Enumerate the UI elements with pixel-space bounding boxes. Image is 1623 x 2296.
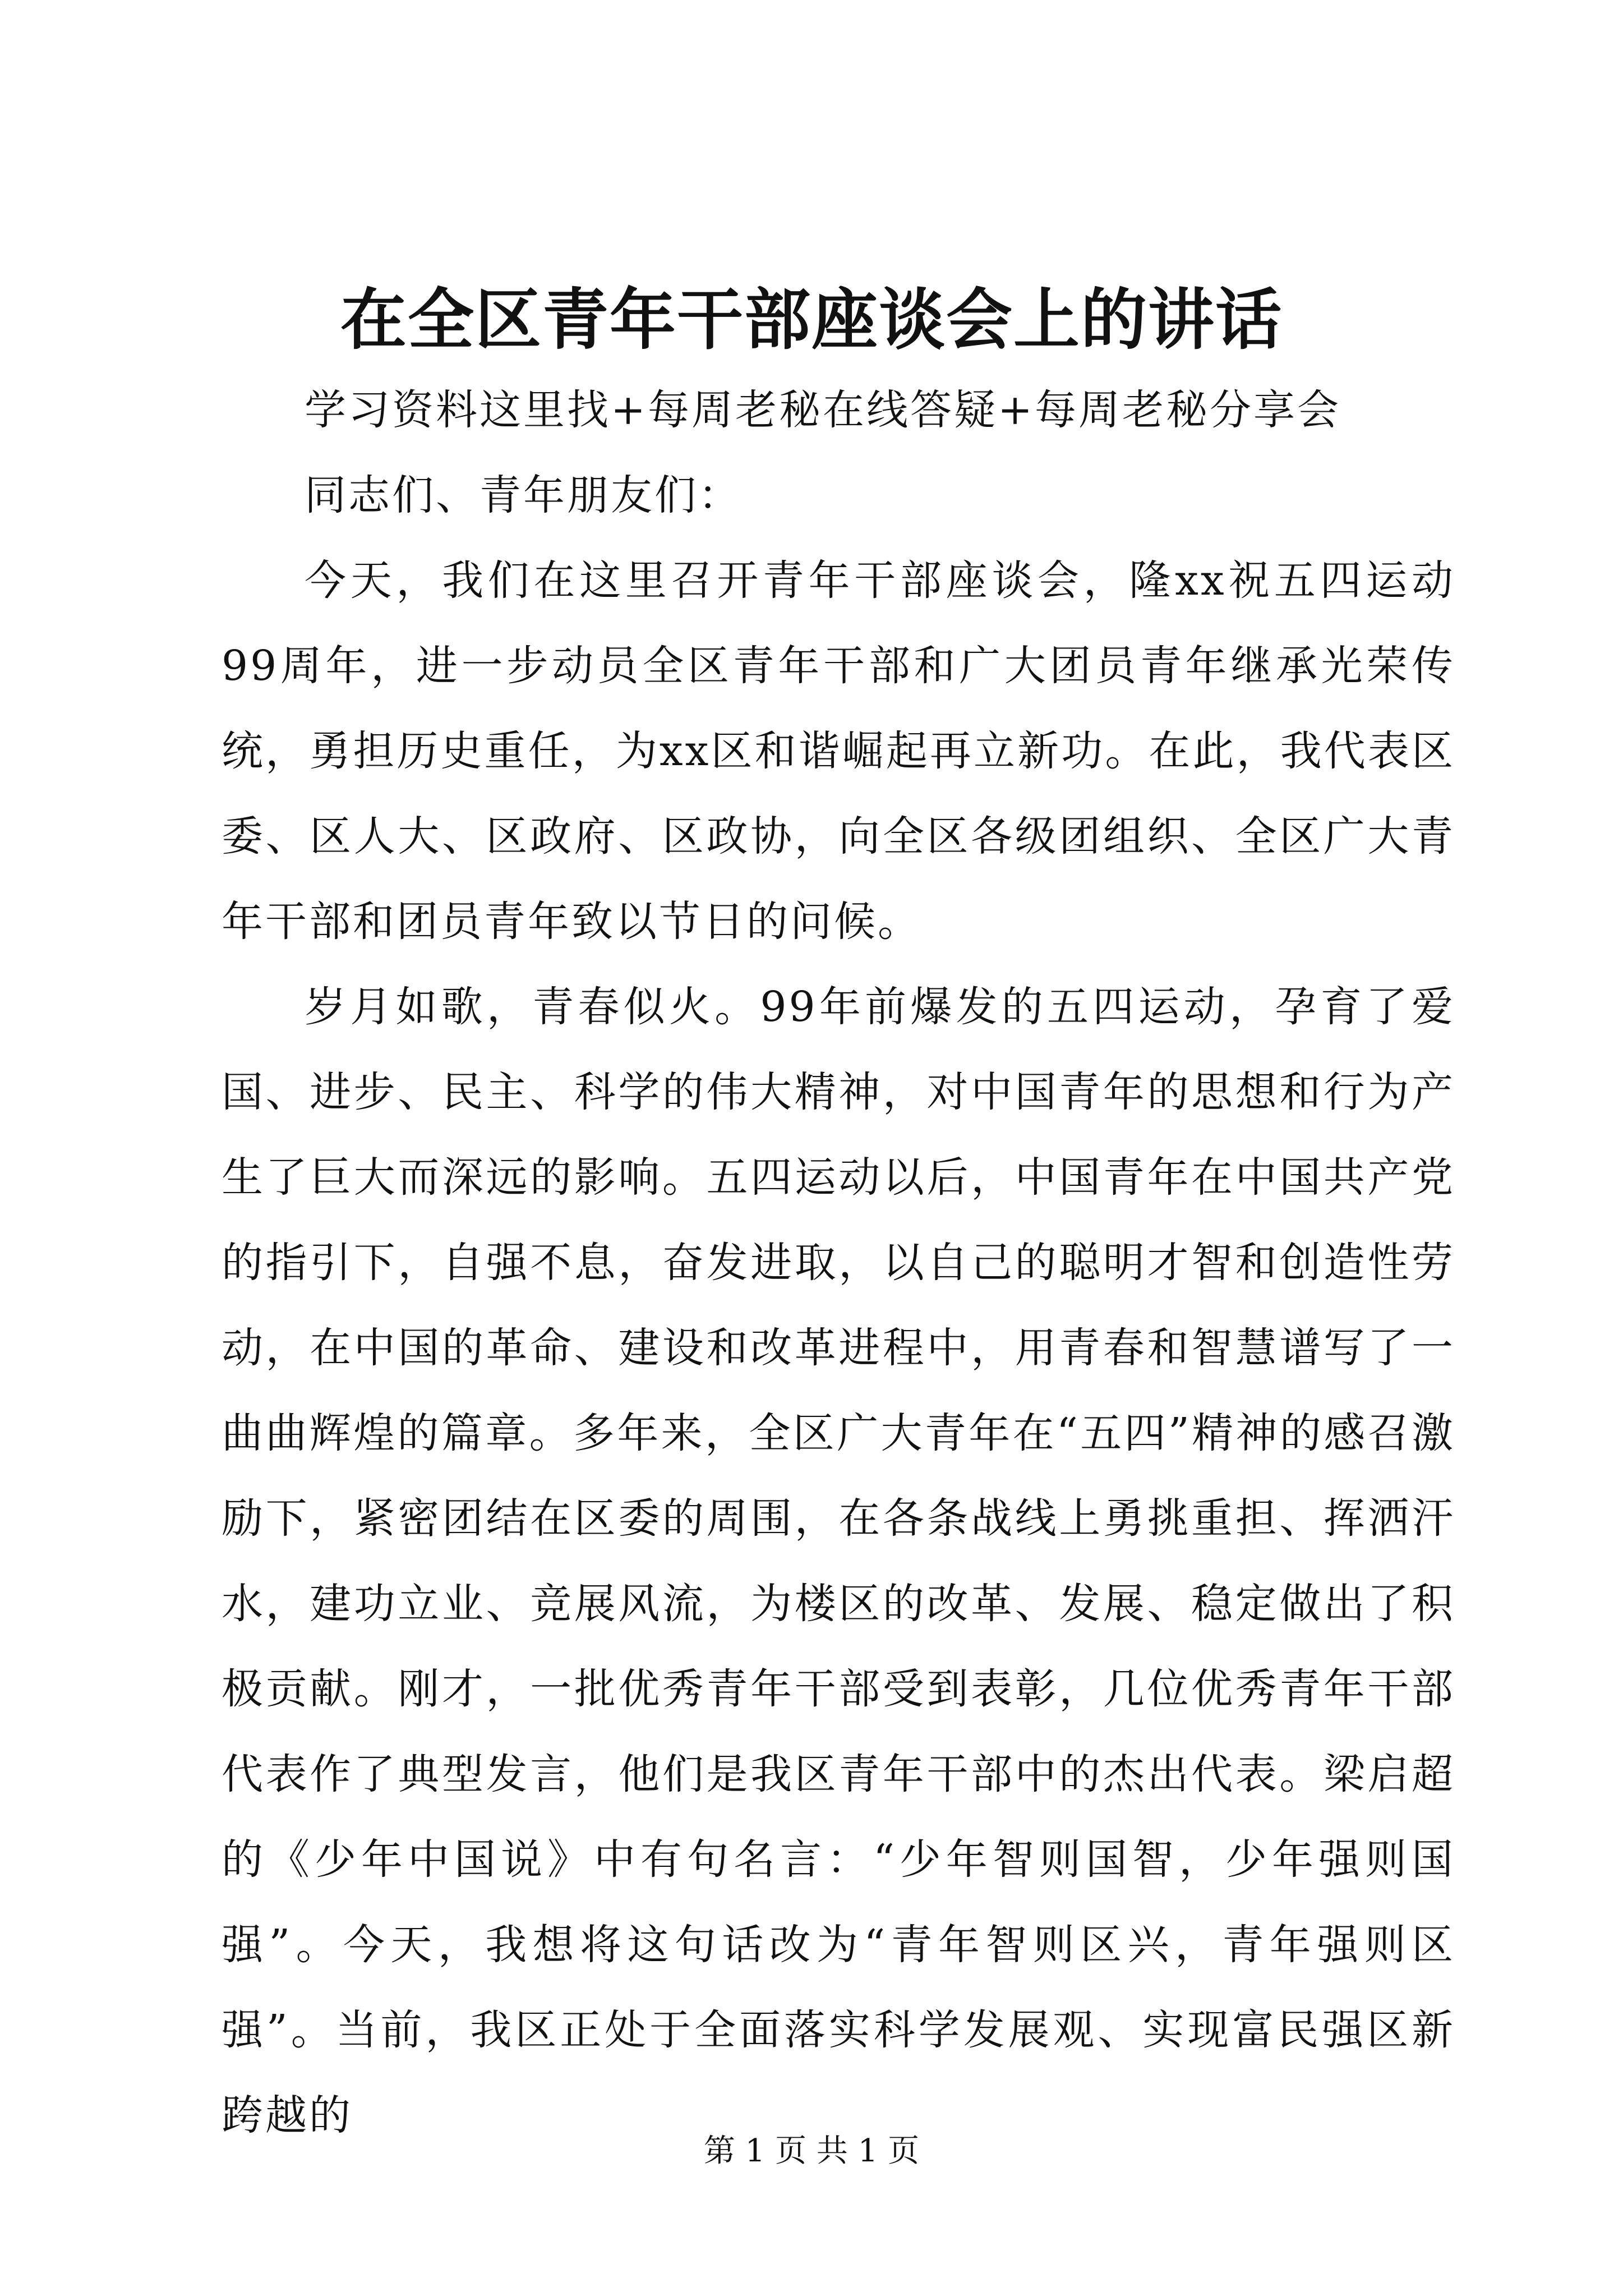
paragraph-salutation: 同志们、青年朋友们： <box>305 471 742 519</box>
document-title: 在全区青年干部座谈会上的讲话 <box>340 280 1283 358</box>
document-body <box>222 367 1455 2158</box>
page-footer: 第 1 页 共 1 页 <box>703 2133 920 2169</box>
paragraph-resources: 学习资料这里找+每周老秘在线答疑+每周老秘分享会 <box>305 386 1341 434</box>
paragraph-history: 岁月如歌，青春似火。99年前爆发的五四运动，孕育了爱国、进步、民主、科学的伟大精神，对中国青年的思想和行为产生了巨大而深远的影响。五四运动以后，中国青年在中国共产党的指引下，自强不息，奋发进取，以自己的聪明才智和创造性劳动，在中国的革命、建设和改革进程中，用青春和智慧谱写了一曲曲辉煌的篇章。多年来，全区广大青年在“五四”精神的感召激励下，紧密团结在区委的周围，在各条战线上勇挑重担、挥洒汗水，建功立业、竞展风流，为楼区的改革、发展、稳定做出了积极贡献。刚才，一批优秀青年干部受到表彰，几位优秀青年干部代表作了典型发言，他们是我区青年干部中的杰出代表。梁启超的《少年中国说》中有句名言：“少年智则国智，少年强则国强”。今天，我想将这句话改为“青年智则区兴，青年强则区强”。当前，我区正处于全面落实科学发展观、实现富民强区新跨越的 <box>222 983 1455 2139</box>
paragraph-opening: 今天，我们在这里召开青年干部座谈会，隆xx祝五四运动99周年，进一步动员全区青年干部和广大团员青年继承光荣传统，勇担历史重任，为xx区和谐崛起再立新功。在此，我代表区委、区人大、区政府、区政协，向全区各级团组织、全区广大青年干部和团员青年致以节日的问候。 <box>222 556 1455 946</box>
